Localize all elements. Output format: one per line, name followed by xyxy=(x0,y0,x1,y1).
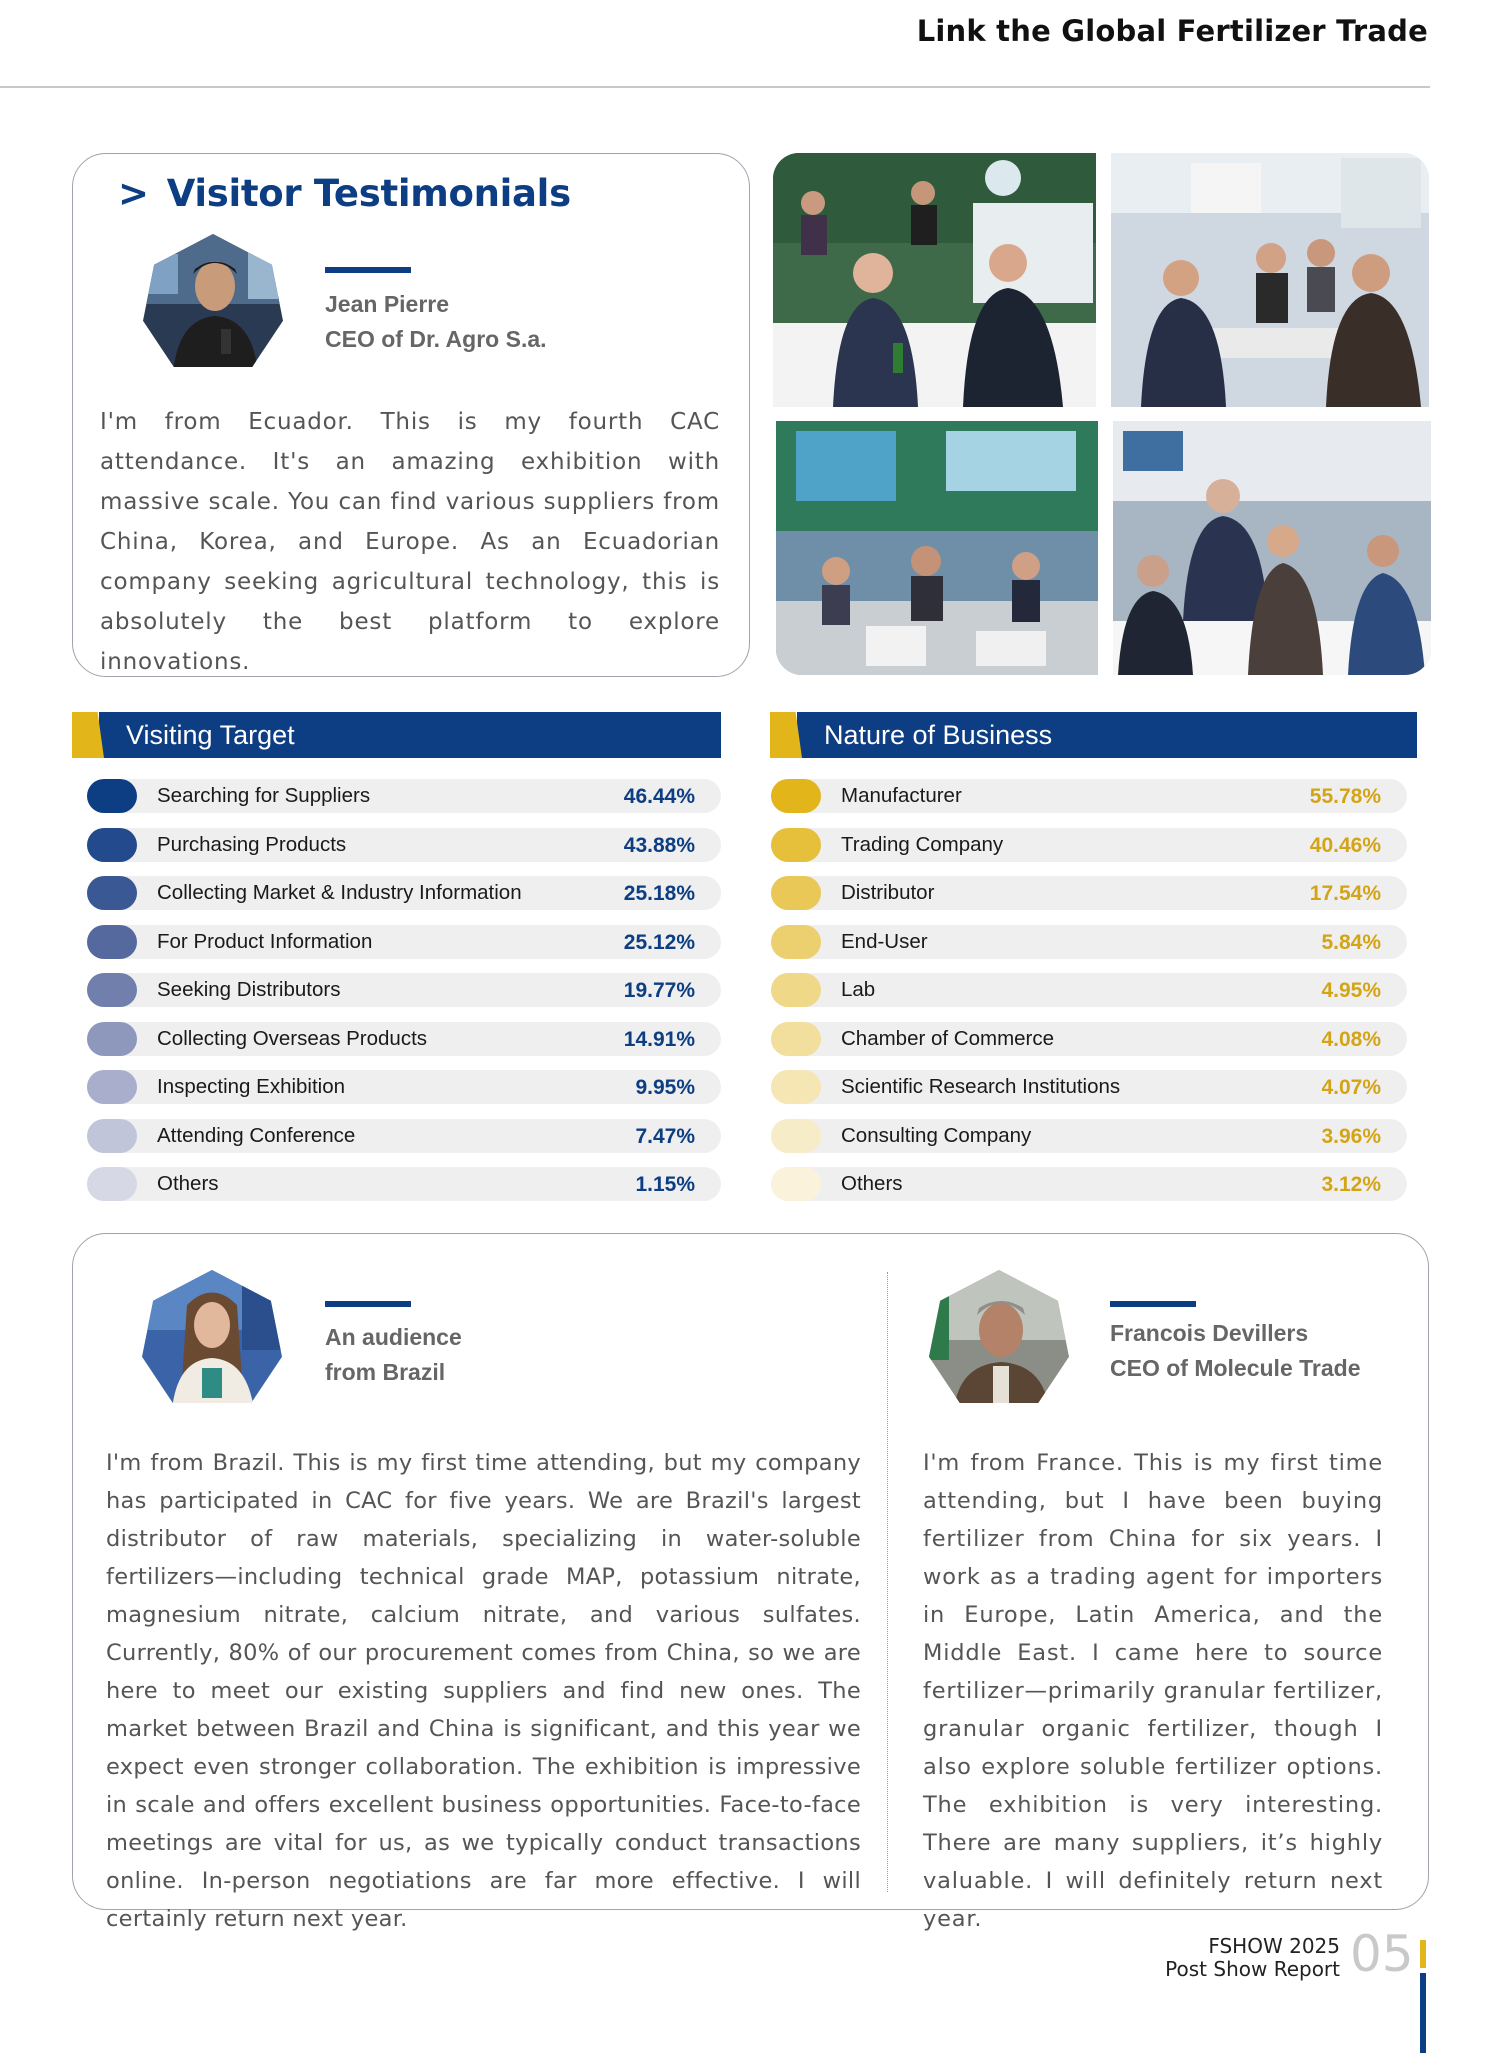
stat-value: 25.12% xyxy=(623,930,695,954)
author-role: from Brazil xyxy=(325,1359,446,1385)
stat-color-marker xyxy=(771,779,821,813)
name-accent-bar xyxy=(1110,1301,1196,1307)
stat-color-marker xyxy=(87,828,137,862)
stat-color-marker xyxy=(87,1119,137,1153)
stat-row xyxy=(771,1070,1407,1104)
banner-flag-accent xyxy=(770,712,802,758)
stat-label: Attending Conference xyxy=(157,1123,356,1147)
avatar-brazil-audience xyxy=(142,1270,282,1410)
nature-of-business-list xyxy=(771,779,1407,1199)
testimonial-author xyxy=(1110,1316,1361,1386)
stat-color-marker xyxy=(87,973,137,1007)
visiting-target-list xyxy=(87,779,721,1199)
stat-row xyxy=(87,876,721,910)
visiting-target-title: Visiting Target xyxy=(126,720,295,750)
stat-color-marker xyxy=(771,876,821,910)
stat-label: Searching for Suppliers xyxy=(157,784,371,807)
exhibition-photo-1 xyxy=(773,153,1096,407)
footer-line-2: Post Show Report xyxy=(1165,1957,1340,1981)
stat-row xyxy=(87,1167,721,1201)
banner-flag-accent xyxy=(72,712,104,758)
page-number: 05 xyxy=(1350,1925,1414,1983)
chevron-right-icon: > xyxy=(118,172,149,215)
stat-label: Collecting Market & Industry Information xyxy=(157,881,522,904)
author-name: Jean Pierre xyxy=(325,291,450,317)
stat-color-marker xyxy=(771,973,821,1007)
stat-row xyxy=(771,828,1407,862)
stat-color-marker xyxy=(771,828,821,862)
page-header-title: Link the Global Fertilizer Trade xyxy=(916,14,1428,48)
testimonial-quote: I'm from Ecuador. This is my fourth CAC attendance. It's an amazing exhibition with massive scale. You can find various suppliers from China, Korea, and Europe. As an Ecuadorian company seeking agricultural technology, this is absolutely the best platform to explore innovations. xyxy=(100,409,720,675)
stat-label: Trading Company xyxy=(841,832,1004,856)
stat-row xyxy=(87,1022,721,1056)
stat-label: Manufacturer xyxy=(841,784,962,807)
stat-color-marker xyxy=(771,1119,821,1153)
footer-report-label xyxy=(1165,1935,1340,1981)
author-role: CEO of Molecule Trade xyxy=(1110,1355,1361,1381)
stat-color-marker xyxy=(87,925,137,959)
stat-value: 4.07% xyxy=(1321,1076,1381,1099)
stat-row xyxy=(87,1070,721,1104)
stat-label: Consulting Company xyxy=(841,1123,1032,1147)
stat-value: 9.95% xyxy=(635,1076,695,1099)
stat-value: 25.18% xyxy=(623,882,695,905)
stat-value: 14.91% xyxy=(623,1027,695,1051)
avatar-francois-devillers xyxy=(929,1270,1069,1410)
column-divider xyxy=(887,1272,888,1892)
stat-value: 5.84% xyxy=(1321,930,1381,954)
author-name: Francois Devillers xyxy=(1110,1320,1309,1346)
stat-label: Purchasing Products xyxy=(157,832,347,856)
section-title-text: Visitor Testimonials xyxy=(166,172,571,215)
avatar-jean-pierre xyxy=(143,234,283,374)
stat-value: 19.77% xyxy=(623,979,695,1002)
nature-of-business-title: Nature of Business xyxy=(824,720,1053,750)
footer-line-1: FSHOW 2025 xyxy=(1208,1934,1340,1958)
author-role: CEO of Dr. Agro S.a. xyxy=(325,326,547,352)
stat-value: 4.95% xyxy=(1321,979,1381,1002)
footer-accent-yellow xyxy=(1420,1940,1426,1968)
stat-label: Others xyxy=(841,1172,903,1195)
stat-row xyxy=(771,1119,1407,1153)
stat-label: Chamber of Commerce xyxy=(841,1026,1055,1050)
stat-value: 7.47% xyxy=(635,1124,695,1148)
stat-color-marker xyxy=(771,925,821,959)
stat-value: 17.54% xyxy=(1309,882,1381,905)
stat-row xyxy=(771,973,1407,1007)
stat-value: 46.44% xyxy=(623,785,695,808)
stat-label: For Product Information xyxy=(157,929,373,953)
stat-label: Scientific Research Institutions xyxy=(841,1075,1121,1098)
footer-accent-blue xyxy=(1420,1973,1426,2053)
stat-label: End-User xyxy=(841,929,928,953)
stat-value: 1.15% xyxy=(635,1173,695,1196)
stat-row xyxy=(87,828,721,862)
stat-label: Seeking Distributors xyxy=(157,978,341,1001)
stat-label: Others xyxy=(157,1172,219,1195)
testimonial-quote: I'm from France. This is my first time attending, but I have been buying fertilizer from China for six years. I work as a trading agent for importers in Europe, Latin America, and the Middle East. I came here to source fertilizer—primarily granular fertilizer, granular organic fertilizer, though I also explore soluble fertilizer options. The exhibition is very interesting. There are many suppliers, it’s highly valuable. I will definitely return next year. xyxy=(923,1450,1383,1932)
exhibition-photo-3 xyxy=(776,421,1098,675)
stat-color-marker xyxy=(771,1022,821,1056)
stat-row xyxy=(771,779,1407,813)
stat-color-marker xyxy=(771,1070,821,1104)
stat-value: 55.78% xyxy=(1309,785,1381,808)
stat-value: 4.08% xyxy=(1321,1027,1381,1051)
stat-label: Inspecting Exhibition xyxy=(157,1075,346,1098)
testimonial-author xyxy=(325,287,547,357)
stat-color-marker xyxy=(87,1070,137,1104)
stat-row xyxy=(771,1022,1407,1056)
stat-value: 3.96% xyxy=(1321,1124,1381,1148)
stat-color-marker xyxy=(771,1167,821,1201)
stat-row xyxy=(87,973,721,1007)
exhibition-photo-4 xyxy=(1113,421,1431,675)
stat-label: Distributor xyxy=(841,881,935,904)
testimonial-author xyxy=(325,1320,462,1390)
stat-color-marker xyxy=(87,1022,137,1056)
visiting-target-banner xyxy=(99,712,721,758)
header-divider xyxy=(0,86,1430,88)
section-title xyxy=(118,172,571,215)
stat-row xyxy=(771,1167,1407,1201)
name-accent-bar xyxy=(325,1301,411,1307)
name-accent-bar xyxy=(325,267,411,273)
stat-row xyxy=(87,1119,721,1153)
stat-color-marker xyxy=(87,1167,137,1201)
stat-row xyxy=(771,876,1407,910)
stat-color-marker xyxy=(87,779,137,813)
nature-of-business-banner xyxy=(797,712,1417,758)
stat-label: Collecting Overseas Products xyxy=(157,1026,428,1050)
stat-value: 40.46% xyxy=(1309,833,1381,857)
stat-color-marker xyxy=(87,876,137,910)
stat-value: 3.12% xyxy=(1321,1173,1381,1196)
author-name: An audience xyxy=(325,1324,462,1350)
stat-row xyxy=(87,779,721,813)
stat-row xyxy=(87,925,721,959)
testimonial-card-bottom xyxy=(72,1233,1429,1932)
exhibition-photo-2 xyxy=(1111,153,1429,407)
testimonial-card-top xyxy=(72,153,750,677)
testimonial-quote: I'm from Brazil. This is my first time attending, but my company has participated in CAC for five years. We are Brazil's largest distributor of raw materials, specializing in water-soluble fertilizers—including technical grade MAP, potassium nitrate, magnesium nitrate, calcium nitrate, and various sulfates. Currently, 80% of our procurement comes from China, so we are here to meet our existing suppliers and find new ones. The market between Brazil and China is significant, and this year we expect even stronger collaboration. The exhibition is impressive in scale and offers excellent business opportunities. Face-to-face meetings are vital for us, as we typically conduct transactions online. In-person negotiations are far more effective. I will certainly return next year. xyxy=(106,1450,861,1932)
stat-label: Lab xyxy=(841,978,876,1001)
stat-value: 43.88% xyxy=(623,833,695,857)
stat-row xyxy=(771,925,1407,959)
